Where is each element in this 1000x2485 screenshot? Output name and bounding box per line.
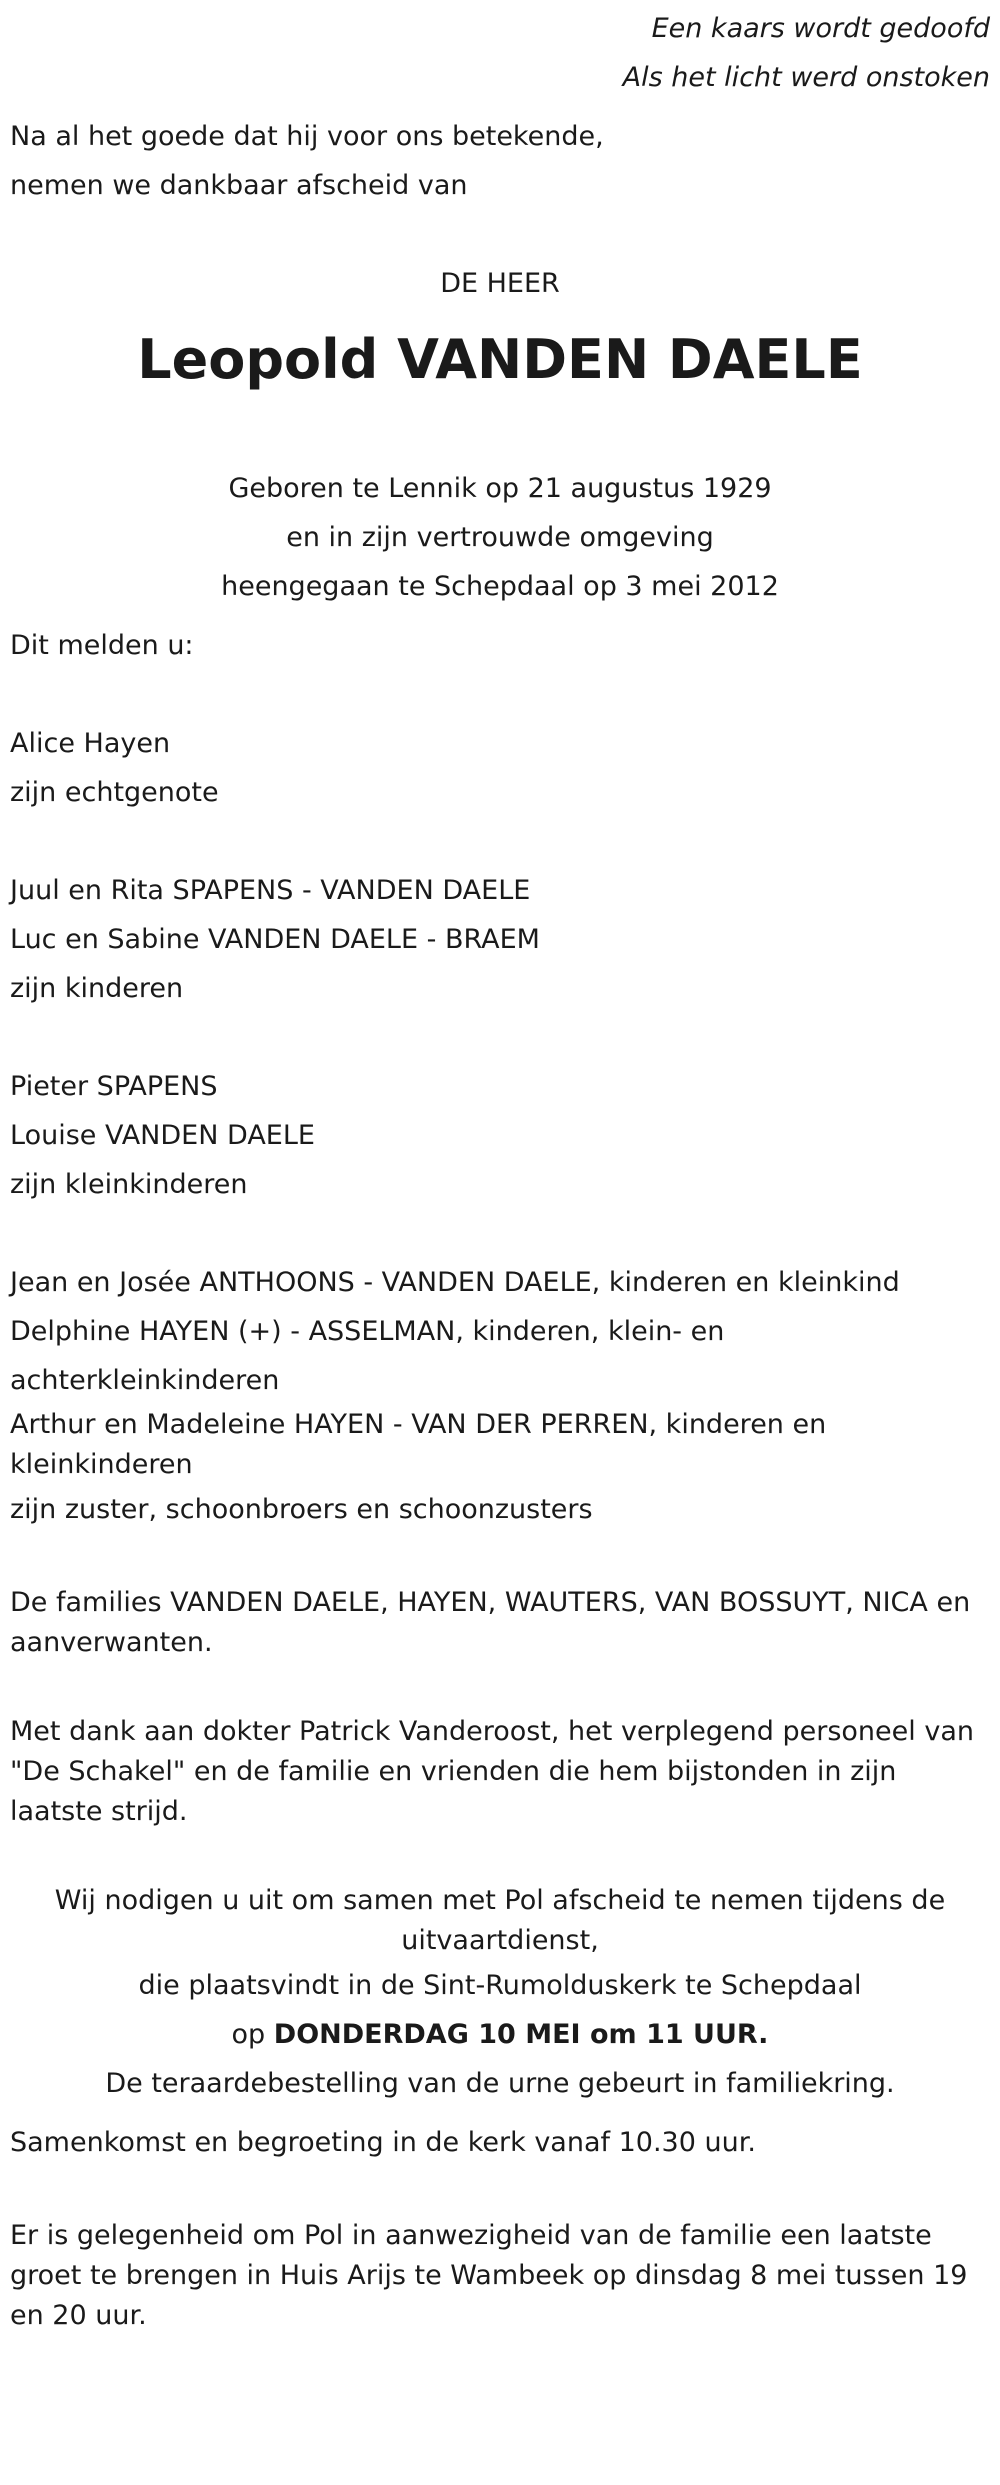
siblings-line-2: Delphine HAYEN (+) - ASSELMAN, kinderen, klein- en achterkleinkinderen xyxy=(10,1316,725,1396)
grandchildren-line-2: Louise VANDEN DAELE xyxy=(10,1120,315,1151)
children-line-1: Juul en Rita SPAPENS - VANDEN DAELE xyxy=(10,875,531,906)
grandchildren-line-1: Pieter SPAPENS xyxy=(10,1071,218,1102)
spouse-name: Alice Hayen xyxy=(10,728,171,759)
obituary-page xyxy=(10,0,990,2336)
motto-line-1: Een kaars wordt gedoofd xyxy=(651,13,990,44)
deceased-prefix: DE HEER xyxy=(440,268,560,299)
families-text: De families VANDEN DAELE, HAYEN, WAUTERS, VAN BOSSUYT, NICA en aanverwanten. xyxy=(10,1587,971,1658)
grandchildren-role: zijn kleinkinderen xyxy=(10,1169,248,1200)
deceased-name: Leopold VANDEN DAELE xyxy=(137,328,863,391)
motto xyxy=(10,0,990,102)
service-line-4: De teraardebestelling van de urne gebeurt in familiekring. xyxy=(105,2068,895,2099)
service-line-1: Wij nodigen u uit om samen met Pol afscheid te nemen tijdens de uitvaartdienst, xyxy=(54,1885,946,1956)
dates-line-3: heengegaan te Schepdaal op 3 mei 2012 xyxy=(221,571,779,602)
dates-line-2: en in zijn vertrouwde omgeving xyxy=(286,522,714,553)
service-line-2: die plaatsvindt in de Sint-Rumolduskerk te Schepdaal xyxy=(138,1970,862,2001)
intro-line-2: nemen we dankbaar afscheid van xyxy=(10,170,468,201)
intro-line-1: Na al het goede dat hij voor ons betekende, xyxy=(10,121,604,152)
dates-line-1: Geboren te Lennik op 21 augustus 1929 xyxy=(228,473,772,504)
siblings-line-3: Arthur en Madeleine HAYEN - VAN DER PERREN, kinderen en kleinkinderen xyxy=(10,1409,827,1480)
service-date-time: DONDERDAG 10 MEI om 11 UUR. xyxy=(273,2019,769,2050)
siblings-role: zijn zuster, schoonbroers en schoonzusters xyxy=(10,1494,593,1525)
service-line-3-prefix: op xyxy=(231,2019,274,2050)
service-line-3 xyxy=(10,2010,990,2059)
gathering-text: Samenkomst en begroeting in de kerk vanaf 10.30 uur. xyxy=(10,2127,756,2158)
children-role: zijn kinderen xyxy=(10,973,184,1004)
thanks-text: Met dank aan dokter Patrick Vanderoost, het verplegend personeel van "De Schakel" en de familie en vrienden die hem bijstonden in zijn laatste strijd. xyxy=(10,1716,974,1827)
viewing-text: Er is gelegenheid om Pol in aanwezigheid van de familie een laatste groet te brengen in Huis Arijs te Wambeek op dinsdag 8 mei tussen 19 en 20 uur. xyxy=(10,2220,968,2331)
siblings-line-1: Jean en Josée ANTHOONS - VANDEN DAELE, kinderen en kleinkind xyxy=(10,1267,900,1298)
motto-line-2: Als het licht werd onstoken xyxy=(622,62,990,93)
spouse-role: zijn echtgenote xyxy=(10,777,219,808)
announce-text: Dit melden u: xyxy=(10,630,194,661)
children-line-2: Luc en Sabine VANDEN DAELE - BRAEM xyxy=(10,924,540,955)
